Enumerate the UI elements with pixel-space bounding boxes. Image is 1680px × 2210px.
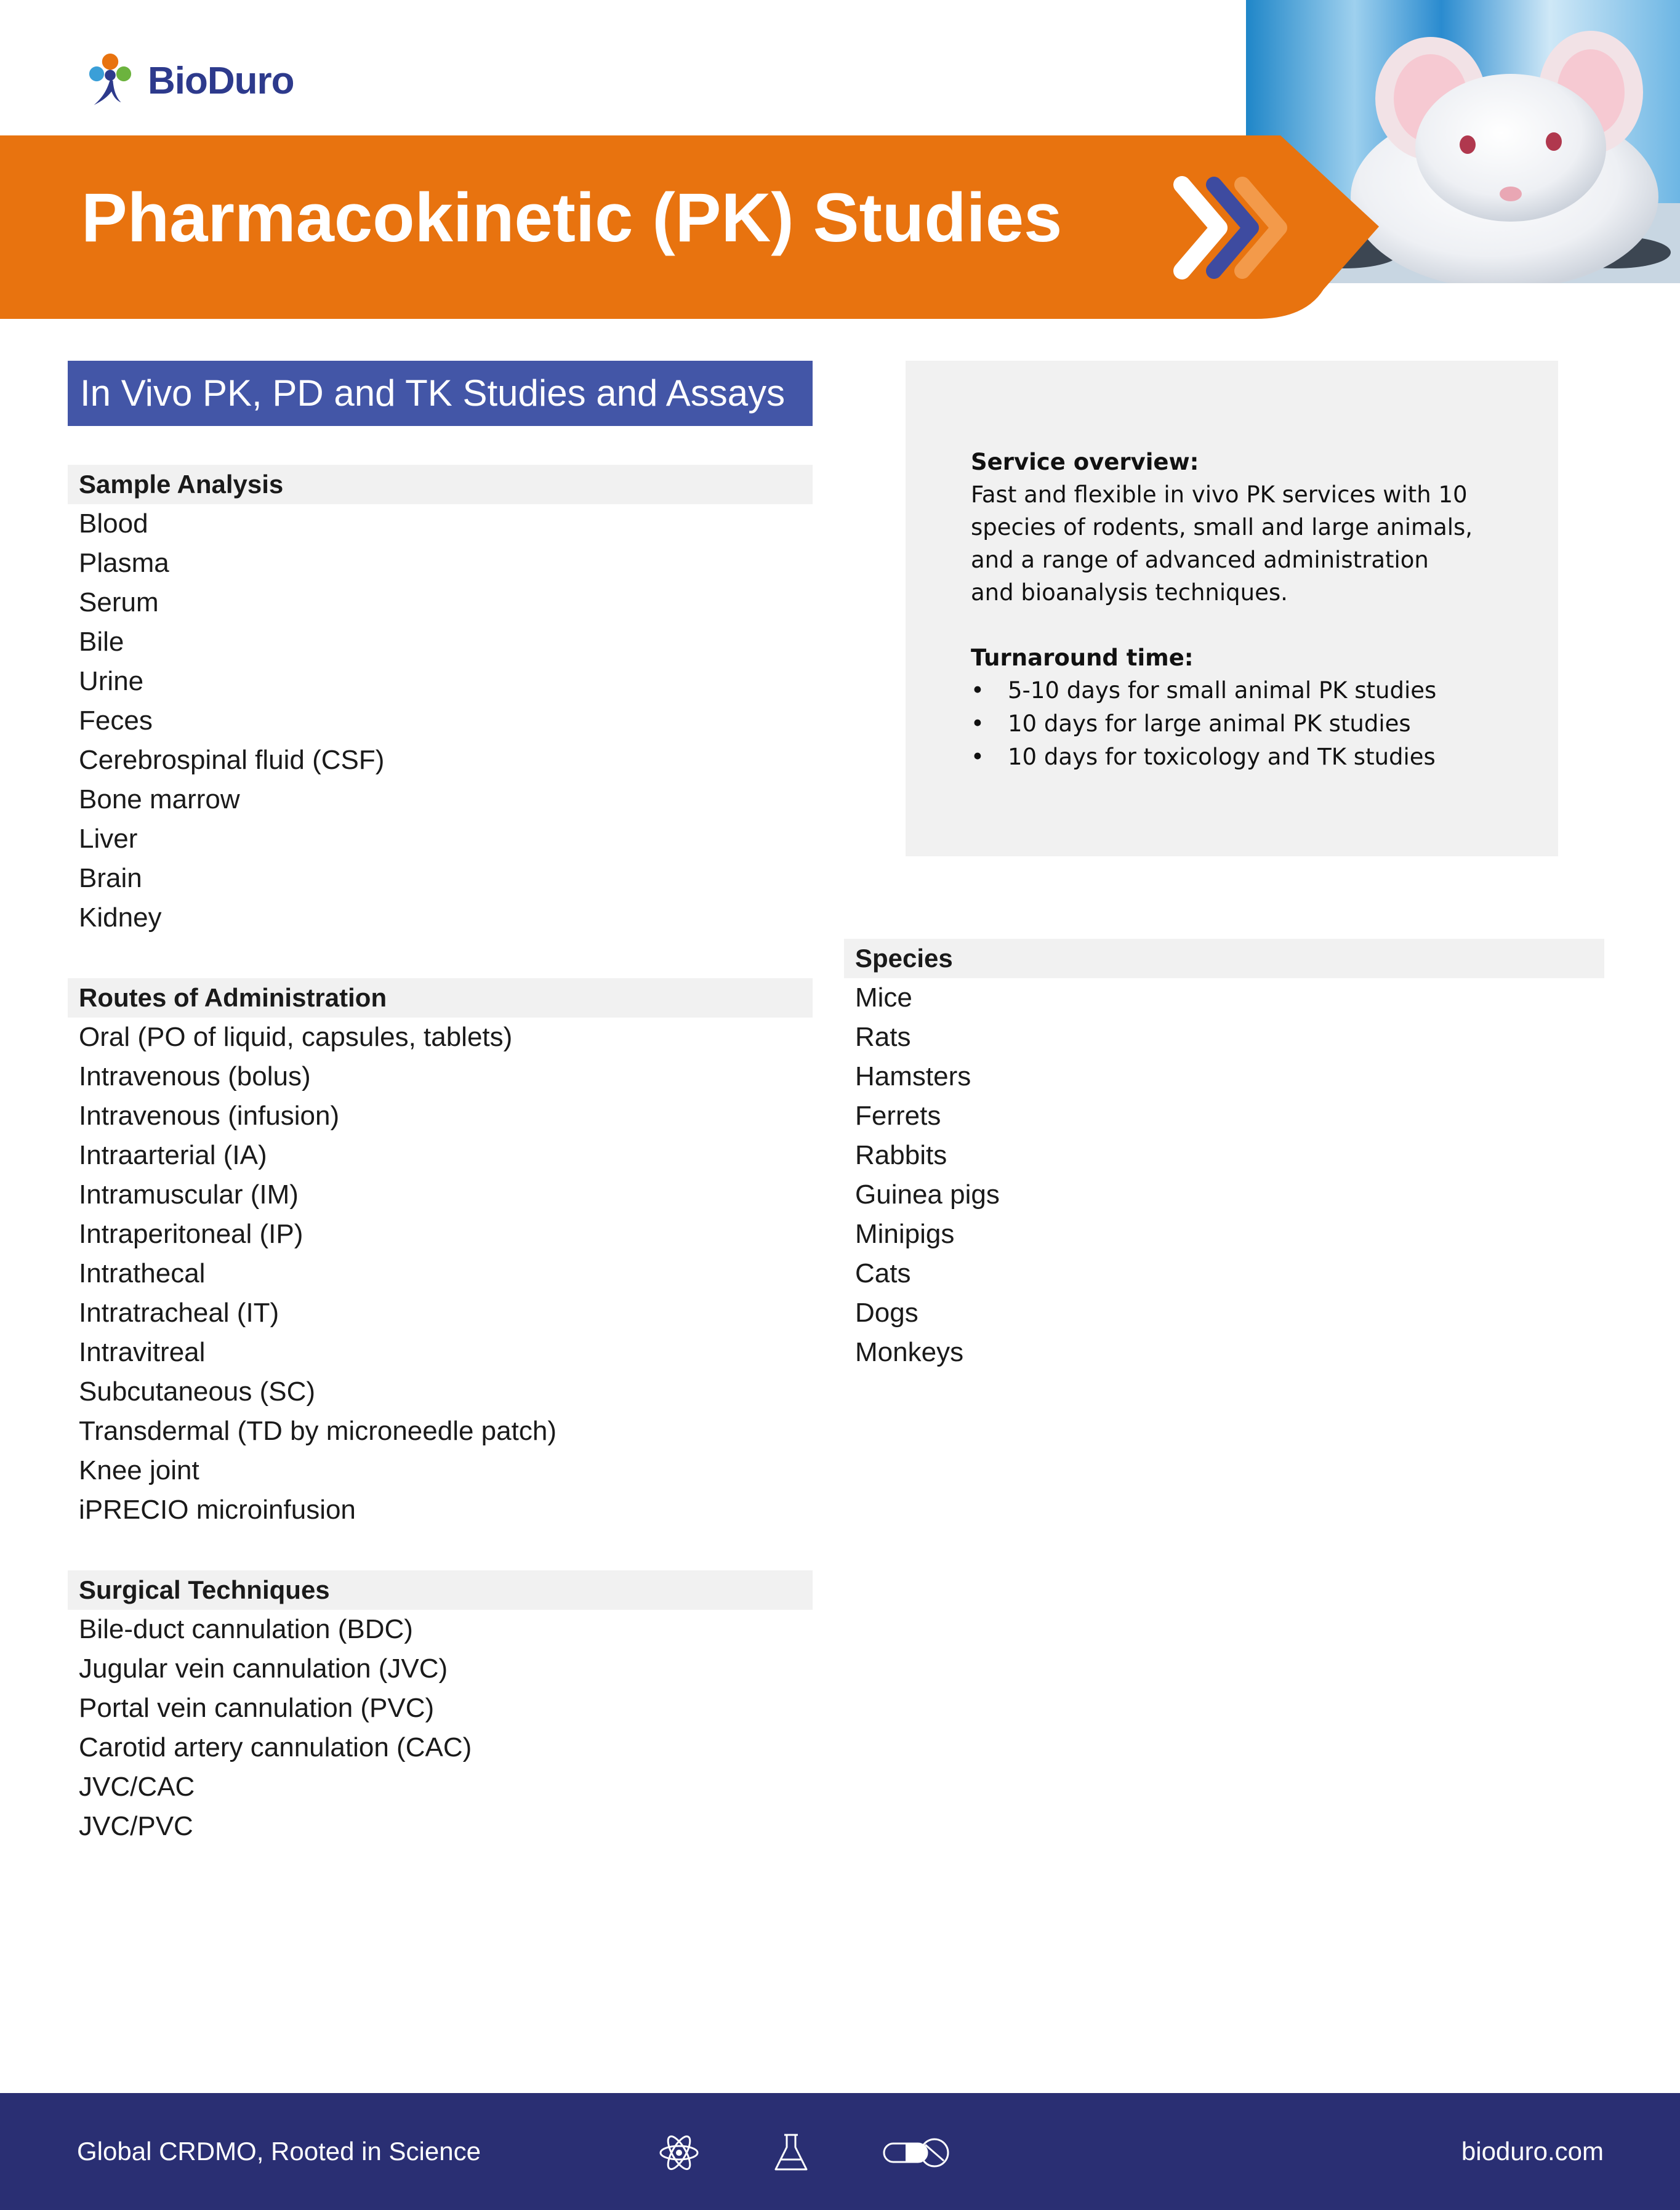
list-item: Dogs <box>855 1298 918 1328</box>
list-item: Intraperitoneal (IP) <box>79 1219 303 1249</box>
list-item: Intraarterial (IA) <box>79 1140 267 1170</box>
bullet: • <box>971 710 984 737</box>
list-item: Monkeys <box>855 1337 964 1367</box>
list-item: Intravitreal <box>79 1337 206 1367</box>
species-group <box>844 939 1604 1372</box>
list-item: Bone marrow <box>79 784 240 814</box>
list-item: Oral (PO of liquid, capsules, tablets) <box>79 1022 513 1052</box>
turnaround-label: Turnaround time: <box>971 645 1194 671</box>
list-item: Ferrets <box>855 1101 941 1131</box>
list-item: Subcutaneous (SC) <box>79 1376 315 1407</box>
footer-tagline: Global CRDMO, Rooted in Science <box>77 2137 481 2166</box>
list-item: Minipigs <box>855 1219 955 1249</box>
routes-heading: Routes of Administration <box>68 978 813 1018</box>
list-item: Portal vein cannulation (PVC) <box>79 1693 435 1723</box>
list-item: Bile <box>79 627 124 657</box>
list-item: Intravenous (infusion) <box>79 1101 340 1131</box>
list-item: Carotid artery cannulation (CAC) <box>79 1732 472 1762</box>
list-item: Liver <box>79 824 138 854</box>
brand-logo[interactable] <box>76 47 294 115</box>
turnaround-item: • 5-10 days for small animal PK studies <box>971 674 1558 707</box>
list-item: Intravenous (bolus) <box>79 1061 311 1091</box>
page-title: Pharmacokinetic (PK) Studies <box>81 179 1063 256</box>
list-item: Jugular vein cannulation (JVC) <box>79 1653 448 1684</box>
list-item: Feces <box>79 705 153 736</box>
turnaround-item: • 10 days for toxicology and TK studies <box>971 741 1558 774</box>
list-item: Urine <box>79 666 144 696</box>
chevron-arrows-icon <box>1157 169 1293 286</box>
list-item: Cerebrospinal fluid (CSF) <box>79 745 385 775</box>
routes-group <box>68 978 813 1530</box>
list-item: Mice <box>855 982 912 1013</box>
list-item: Bile-duct cannulation (BDC) <box>79 1614 413 1644</box>
list-item: Hamsters <box>855 1061 971 1091</box>
footer <box>0 2093 1680 2210</box>
species-list <box>844 978 1604 1372</box>
section-header: In Vivo PK, PD and TK Studies and Assays <box>68 361 813 426</box>
list-item: Cats <box>855 1258 911 1288</box>
list-item: Plasma <box>79 548 169 578</box>
flask-icon <box>770 2131 813 2174</box>
bullet: • <box>971 744 984 770</box>
service-overview-box <box>906 361 1558 856</box>
surgical-list <box>68 1610 813 1846</box>
footer-url-link[interactable]: bioduro.com <box>1461 2137 1604 2166</box>
sample-analysis-list <box>68 504 813 938</box>
bullet: • <box>971 677 984 704</box>
list-item: Intrathecal <box>79 1258 206 1288</box>
list-item: Knee joint <box>79 1455 199 1485</box>
list-item: Rats <box>855 1022 911 1052</box>
capsule-icon <box>880 2131 954 2174</box>
list-item: Rabbits <box>855 1140 947 1170</box>
surgical-heading: Surgical Techniques <box>68 1570 813 1610</box>
list-item: JVC/CAC <box>79 1772 195 1802</box>
turnaround-list <box>971 674 1558 774</box>
list-item: Serum <box>79 587 159 617</box>
list-item: Kidney <box>79 902 162 933</box>
list-item: Brain <box>79 863 142 893</box>
list-item: Blood <box>79 508 148 539</box>
service-overview-text: Fast and flexible in vivo PK services with 10 species of rodents, small and large animals, and a range of advanced administration and bioanalysis techniques. <box>971 481 1473 606</box>
service-overview-label: Service overview: <box>971 449 1199 475</box>
surgical-group <box>68 1570 813 1846</box>
logo-mark-icon <box>76 47 144 115</box>
list-item: JVC/PVC <box>79 1811 193 1841</box>
sample-analysis-group <box>68 465 813 938</box>
atom-icon <box>657 2131 701 2174</box>
list-item: Intramuscular (IM) <box>79 1179 299 1210</box>
routes-list <box>68 1018 813 1530</box>
list-item: Transdermal (TD by microneedle patch) <box>79 1416 557 1446</box>
brand-name: BioDuro <box>148 59 294 102</box>
turnaround-item: • 10 days for large animal PK studies <box>971 707 1558 741</box>
list-item: Intratracheal (IT) <box>79 1298 279 1328</box>
list-item: iPRECIO microinfusion <box>79 1495 356 1525</box>
list-item: Guinea pigs <box>855 1179 1000 1210</box>
species-heading: Species <box>844 939 1604 978</box>
sample-analysis-heading: Sample Analysis <box>68 465 813 504</box>
